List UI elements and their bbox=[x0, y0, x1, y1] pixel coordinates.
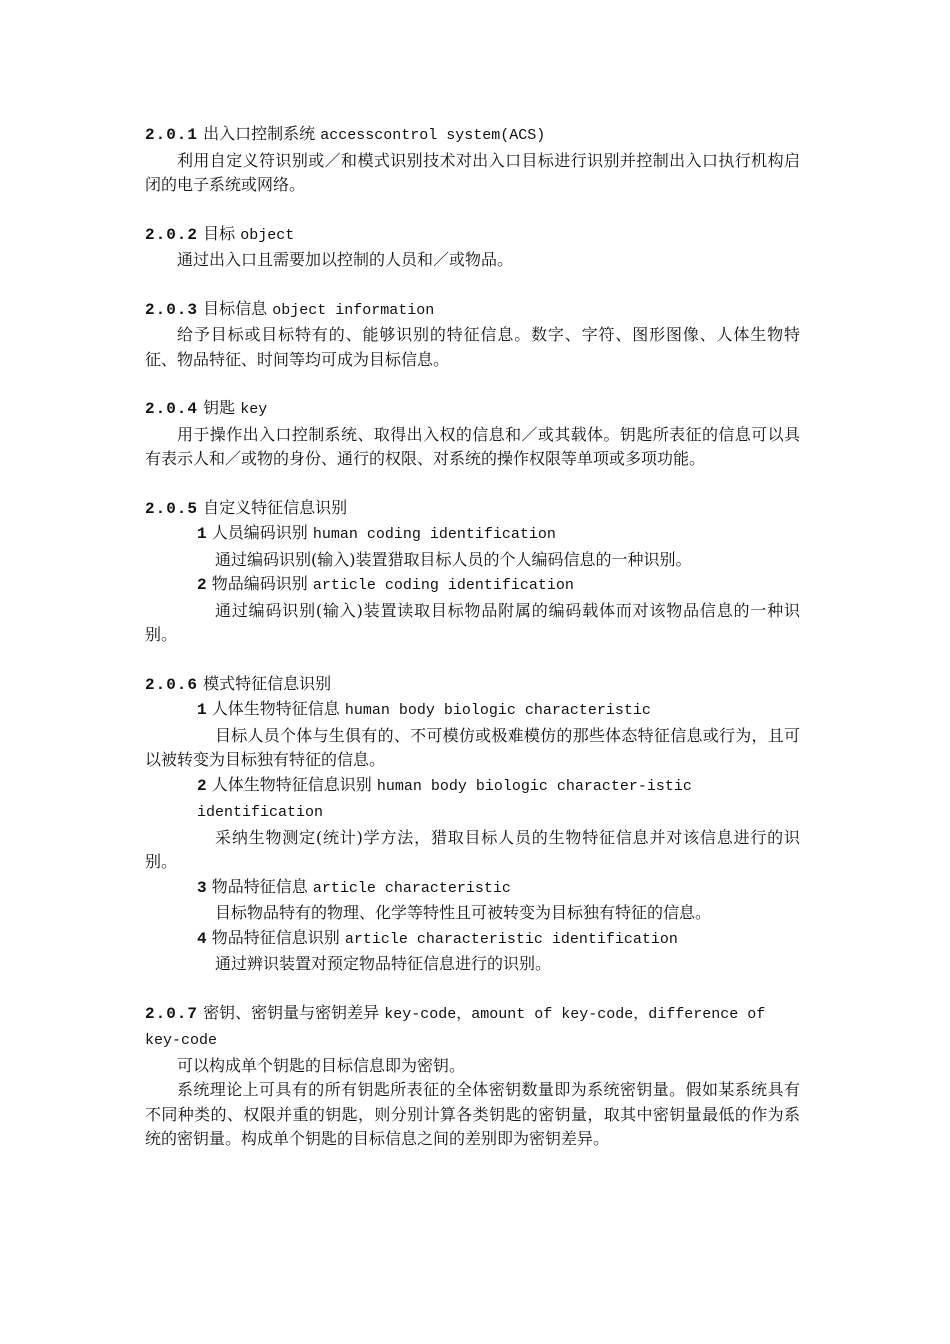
term-english: accesscontrol system(ACS) bbox=[320, 127, 546, 144]
term-chinese: 密钥、密钥量与密钥差异 bbox=[203, 1002, 380, 1022]
term-english: article coding identification bbox=[312, 577, 574, 594]
section-2-0-5 bbox=[145, 496, 800, 648]
definition-paragraph: 给予目标或目标特有的、能够识别的特征信息。数字、字符、图形图像、人体生物特征、物品特征、时间等均可成为目标信息。 bbox=[145, 325, 800, 369]
section-2-0-7 bbox=[145, 1001, 800, 1152]
sub-item-number: 2 bbox=[197, 776, 207, 795]
sub-item-heading bbox=[145, 697, 800, 724]
term-chinese: 模式特征信息识别 bbox=[203, 673, 332, 693]
section-2-0-1 bbox=[145, 122, 800, 198]
sub-item-paragraph: 通过编码识别(输入)装置猎取目标人员的个人编码信息的一种识别。 bbox=[215, 549, 692, 569]
term-chinese: 人员编码识别 bbox=[211, 523, 308, 542]
term-chinese: 物品编码识别 bbox=[211, 574, 308, 593]
term-english: key-code，amount of key-code，difference of key-code bbox=[145, 1005, 766, 1049]
section-number: 2.0.5 bbox=[145, 499, 199, 518]
section-number: 2.0.4 bbox=[145, 400, 199, 418]
term-chinese: 物品特征信息识别 bbox=[211, 927, 340, 947]
sub-item-paragraph: 采纳生物测定(统计)学方法，猎取目标人员的生物特征信息并对该信息进行的识别。 bbox=[145, 827, 800, 871]
sub-item-heading bbox=[145, 875, 800, 902]
sub-item-paragraph: 目标人员个体与生俱有的、不可模仿或极难模仿的那些体态特征信息或行为，且可以被转变为目标独有特征的信息。 bbox=[145, 725, 800, 769]
definition-paragraph: 系统理论上可具有的所有钥匙所表征的全体密钥数量即为系统密钥量。假如某系统具有不同种类的、权限并重的钥匙，则分别计算各类钥匙的密钥量，取其中密钥量最低的作为系统的密钥量。构成单个钥匙的目标信息之间的差别即为密钥差异。 bbox=[145, 1080, 800, 1148]
document-page bbox=[145, 122, 800, 1176]
definition-paragraph: 利用自定义符识别或／和模式识别技术对出入口目标进行识别并控制出入口执行机构启闭的电子系统或网络。 bbox=[145, 150, 800, 194]
term-english: human coding identification bbox=[312, 526, 556, 543]
term-english: article characteristic identification bbox=[344, 930, 678, 948]
term-chinese: 出入口控制系统 bbox=[203, 124, 316, 143]
section-2-0-6 bbox=[145, 672, 800, 977]
sub-item-paragraph: 目标物品特有的物理、化学等特性且可被转变为目标独有特征的信息。 bbox=[215, 903, 712, 922]
term-chinese: 目标信息 bbox=[203, 298, 268, 318]
term-chinese: 自定义特征信息识别 bbox=[203, 497, 348, 517]
definition-paragraph: 通过出入口且需要加以控制的人员和／或物品。 bbox=[177, 250, 514, 269]
term-chinese: 人体生物特征信息 bbox=[211, 699, 340, 718]
term-chinese: 物品特征信息 bbox=[211, 876, 308, 896]
section-number: 2.0.2 bbox=[145, 225, 199, 244]
section-2-0-4 bbox=[145, 396, 800, 472]
section-heading bbox=[145, 1001, 800, 1054]
sub-item-heading bbox=[145, 926, 800, 953]
sub-item-heading bbox=[145, 521, 800, 548]
section-2-0-2 bbox=[145, 222, 800, 273]
sub-item-heading bbox=[145, 773, 800, 826]
section-number: 2.0.1 bbox=[145, 126, 199, 144]
sub-item-number: 2 bbox=[197, 576, 207, 594]
section-heading bbox=[145, 396, 800, 423]
definition-paragraph: 用于操作出入口控制系统、取得出入权的信息和／或其载体。钥匙所表征的信息可以具有表示人和／或物的身份、通行的权限、对系统的操作权限等单项或多项功能。 bbox=[145, 424, 800, 468]
section-heading bbox=[145, 222, 800, 249]
term-english: object bbox=[240, 226, 295, 244]
section-number: 2.0.6 bbox=[145, 675, 199, 694]
term-chinese: 目标 bbox=[203, 223, 236, 243]
sub-item-number: 1 bbox=[197, 525, 207, 543]
sub-item-paragraph: 通过编码识别(输入)装置读取目标物品附属的编码载体而对该物品信息的一种识别。 bbox=[145, 600, 800, 644]
section-heading bbox=[145, 122, 800, 149]
section-heading bbox=[145, 297, 800, 324]
term-english: article characteristic bbox=[312, 879, 511, 897]
section-number: 2.0.3 bbox=[145, 300, 199, 319]
sub-item-number: 1 bbox=[197, 701, 207, 719]
section-heading bbox=[145, 672, 800, 698]
definition-paragraph: 可以构成单个钥匙的目标信息即为密钥。 bbox=[177, 1055, 466, 1075]
section-number: 2.0.7 bbox=[145, 1004, 199, 1023]
term-english: human body biologic characteristic bbox=[344, 702, 651, 719]
term-english: object information bbox=[272, 301, 435, 319]
sub-item-number: 3 bbox=[197, 878, 207, 897]
term-chinese: 人体生物特征信息识别 bbox=[211, 774, 372, 794]
term-english: human body biologic character-istic identification bbox=[197, 777, 692, 821]
sub-item-paragraph: 通过辨识装置对预定物品特征信息进行的识别。 bbox=[215, 954, 552, 973]
term-english: key bbox=[240, 401, 268, 418]
term-chinese: 钥匙 bbox=[203, 398, 236, 417]
sub-item-number: 4 bbox=[197, 929, 207, 948]
section-heading bbox=[145, 496, 800, 522]
section-2-0-3 bbox=[145, 297, 800, 373]
sub-item-heading bbox=[145, 572, 800, 599]
